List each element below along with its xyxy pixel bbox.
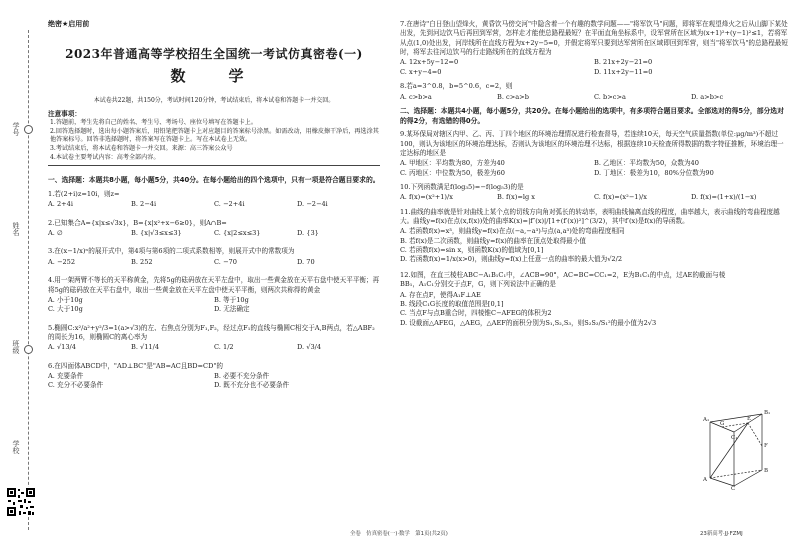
binding-hole (24, 125, 33, 134)
option: B. 线段C₁G长度的取值范围是[0,1] (400, 299, 504, 308)
option: A. 甲地区：平均数为80，方差为40 (400, 159, 505, 168)
section-heading: 一、选择题：本题共8小题，每小题5分，共40分。在每小题给出的四个选项中，只有一项是符合题目要求的。 (48, 176, 380, 185)
exam-intro: 本试卷共22题，共150分，考试时间120分钟，考试结束后，将本试卷和答题卡一并交回。 (93, 97, 335, 105)
option-list (400, 227, 788, 264)
qr-code-icon (6, 487, 36, 517)
option: B. 252 (131, 257, 153, 266)
option: D. 70 (297, 257, 315, 266)
question-stem: 12.如图，在直三棱柱ABC−A₁B₁C₁中，∠ACB=90°，AC=BC=CC₁=2，E为B₁C₁的中点，过AE的截面与棱BB₁，A₁C₁分别交于点F，G，则下列说法中正确的是 (400, 270, 726, 289)
footer-code: 23新高考·JJ·FZMJ (700, 531, 743, 537)
question-stem: 10.下列函数满足f(log₃5)=−f(log₅3)的是 (400, 182, 524, 191)
question-stem: 1.若(2+i)z=10i，则z= (48, 189, 120, 198)
option: D. 设截面△AFEG，△AEG，△AEF的面积分别为S₁,S₂,S₃，则S₂S₃/S₁²的最小值为2√3 (400, 318, 657, 327)
exam-title: 2023年普通高等学校招生全国统一考试仿真密卷(一) (65, 46, 363, 61)
option: D. 丁地区：极差为10，80%分位数为90 (594, 168, 714, 177)
binding-label-class: 班级 (11, 340, 20, 354)
question-stem: 3.在(x−1/x)ⁿ的展开式中，第4项与第6项的二项式系数相等，则展开式中的常数项为 (48, 247, 295, 256)
option: D. −2−4i (297, 200, 328, 209)
option: D. 无法确定 (214, 305, 250, 314)
option: C. 若函数f(x)=sin x，则函数K(x)的值域为[0,1] (400, 246, 544, 255)
option-row (400, 93, 788, 102)
svg-text:F: F (764, 443, 768, 449)
svg-text:E: E (747, 416, 752, 422)
option: C. x+y−4=0 (400, 67, 442, 76)
svg-text:G: G (720, 421, 725, 427)
question-stem: 9.某环保局对辖区内甲、乙、丙、丁四个地区的环境治理情况进行检查督导，若连续10天，每天空气质量指数(单位:μg/m³)不超过100，则认为该地区的环境治理达标，否则认为该地区的环境治理不达标，根据连续10天检查所得数据的数字特征推断，环境治理一定达标的地区是 (400, 130, 784, 157)
option: B. c>a>b (497, 92, 529, 101)
option: D. 既不充分也不必要条件 (214, 381, 290, 390)
svg-text:C₁: C₁ (731, 435, 738, 441)
binding-label-school: 学校 (11, 440, 20, 454)
option: A. 2+4i (48, 200, 73, 209)
question-stem: 4.用一架两臂不等长的天平称黄金，先将5g的砝码放在天平左盘中，取出一些黄金放在天平右盘中使天平平衡；再将5g的砝码放在天平右盘中，取出一些黄金放在天平左盘中使天平平衡，则两次共称得的黄金 (48, 276, 380, 294)
binding-hole (24, 345, 33, 354)
option-grid (400, 58, 788, 77)
option: A. √13/4 (48, 343, 76, 352)
option: A. −252 (48, 257, 76, 266)
option: B. 必要不充分条件 (214, 372, 270, 381)
question-stem: 8.若a=3^0.8，b=5^0.6，c=2，则 (400, 82, 513, 91)
option-row (48, 343, 380, 352)
svg-text:A₁: A₁ (703, 417, 710, 423)
option: A. f(x)=(x²+1)/x (400, 193, 453, 202)
svg-text:B: B (764, 468, 769, 474)
question-stem: 11.曲线的曲率就是针对曲线上某个点的切线方向角对弧长的转动率，表明曲线偏离直线的程度，曲率越大，表示曲线的弯曲程度越大。曲线y=f(x)在点(x,f(x))处的曲率K(x)=|f″(x)|/[1+(f′(x))²]^(3/2)，其中f′(x)是f(x)的导函数。 (400, 207, 780, 226)
section-heading: 二、选择题：本题共4小题，每小题5分，共20分。在每小题给出的选项中，有多项符合题目要求。全部选对的得5分，部分选对的得2分，有选错的得0分。 (400, 106, 784, 125)
option: A. 存在点F，使得A₁F⊥AE (400, 290, 481, 299)
option: B. 乙地区：平均数为50，众数为40 (594, 159, 699, 168)
question-stem: 7.在唐诗"白日登山望烽火，黄昏饮马傍交河"中隐含着一个有趣的数学问题——"将军饮马"问题，即将军在观望烽火之后从山脚下某处出发，先到河边饮马后再回到军营，怎样走才能使总路程最短？在平面直角坐标系中，设军营所在区域为(x+1)²+(y−1)²≤1，若将军从点(1,0)处出发，河岸线所在直线方程为x+2y−5=0，并假定将军只要到达军营所在区域即回到军营，则当"将军饮马"的总路程最短时，将军去往河边饮马的行走路线所在的直线方程为 (400, 20, 788, 57)
option: A. ∅ (48, 229, 63, 238)
note-item: 4.本试卷主要考试内容：高考全部内容。 (50, 153, 160, 161)
exam-page (48, 20, 788, 540)
option: D. f(x)=(1+x)/(1−x) (691, 193, 757, 202)
question-stem: 5.椭圆C:x²/a²+y²/3=1(a>√3)的左、右焦点分别为F₁,F₂，经过点F₁的直线与椭圆C相交于A,B两点，若△ABF₂的周长为16，则椭圆C的离心率为 (48, 323, 375, 341)
option: C. b>c>a (594, 92, 626, 101)
footer-page-info: 全卷 仿真密卷(一)·数学 第1页(共2页) (350, 531, 448, 537)
option-row (48, 229, 380, 238)
binding-label-student-id: 学号 (11, 122, 20, 136)
option: B. 若f(x)是二次函数，则曲线y=f(x)的曲率在顶点处取得最小值 (400, 236, 586, 245)
option: C. 当点F与点B重合时，四棱锥C−AFEG的体积为2 (400, 309, 552, 318)
note-item: 3.考试结束后，将本试卷和答题卡一并交回。来源：高三答案公众号 (50, 145, 233, 153)
option-grid (48, 372, 380, 391)
option: A. 若函数f(x)=x³，则曲线y=f(x)在点(−a,−a³)与点(a,a³)处的弯曲程度相同 (400, 227, 625, 236)
option: A. c>b>a (400, 92, 432, 101)
option: B. 21x+2y−21=0 (594, 58, 653, 67)
binding-strip (0, 0, 44, 559)
option: C. −2+4i (214, 200, 245, 209)
option: C. {x|2≤x≤3} (214, 229, 261, 238)
option: B. √11/4 (131, 343, 160, 352)
divider (48, 165, 380, 166)
prism-figure (700, 406, 786, 490)
option: C. 大于10g (48, 305, 83, 314)
option: A. 小于10g (48, 295, 83, 304)
note-item: 2.回答选择题时，选出每小题答案后，用铅笔把答题卡上对应题目的答案标号涂黑。如需改动，用橡皮擦干净后，再选涂其他答案标号。回答非选择题时，将答案写在答题卡上。写在本试卷上无效。 (50, 127, 379, 144)
svg-text:C: C (731, 486, 736, 490)
question-stem: 2.已知集合A={x|x≤√3x}，B={x|x²+x−6≥0}，则A∩B= (48, 218, 227, 227)
binding-cut-line (28, 30, 29, 530)
svg-text:A: A (703, 477, 707, 483)
binding-label-name: 姓名 (11, 222, 20, 236)
option: C. −70 (214, 257, 237, 266)
option-grid (400, 159, 788, 178)
option: A. 充要条件 (48, 372, 84, 381)
option: D. 若函数f(x)=1/x(x>0)，则曲线y=f(x)上任意一点的曲率的最大值为√2/2 (400, 255, 623, 264)
option: B. 等于10g (214, 295, 249, 304)
option-row (48, 258, 380, 267)
option: B. {x|√3≤x≤3} (131, 229, 182, 238)
option: D. a>b>c (691, 92, 724, 101)
right-column (400, 20, 788, 334)
option: D. {3} (297, 229, 319, 238)
option: B. 2−4i (131, 200, 157, 209)
option: D. 11x+2y−11=0 (594, 67, 653, 76)
svg-text:B₁: B₁ (764, 410, 771, 416)
note-item: 1.答题前，考生先将自己的姓名、考生号、考场号、座位号填写在答题卡上。 (50, 119, 257, 127)
left-column (48, 20, 380, 400)
option: D. √3/4 (297, 343, 322, 352)
option: B. f(x)=lg x (497, 193, 536, 202)
option: C. f(x)=(x²−1)/x (594, 193, 647, 202)
option: A. 12x+5y−12=0 (400, 58, 459, 67)
option-grid (48, 296, 380, 315)
option: C. 1/2 (214, 343, 234, 352)
exam-subject: 数 学 (170, 66, 258, 85)
confidential-mark: 绝密★启用前 (48, 20, 90, 28)
option-row (48, 200, 380, 209)
option-row (400, 193, 788, 202)
option: C. 丙地区：中位数为50，极差为60 (400, 168, 505, 177)
notes-title: 注意事项： (48, 109, 81, 118)
option: C. 充分不必要条件 (48, 381, 104, 390)
question-stem: 6.在四面体ABCD中，"AD⊥BC"是"AB=AC且BD=CD"的 (48, 361, 224, 370)
option-list (400, 291, 740, 328)
